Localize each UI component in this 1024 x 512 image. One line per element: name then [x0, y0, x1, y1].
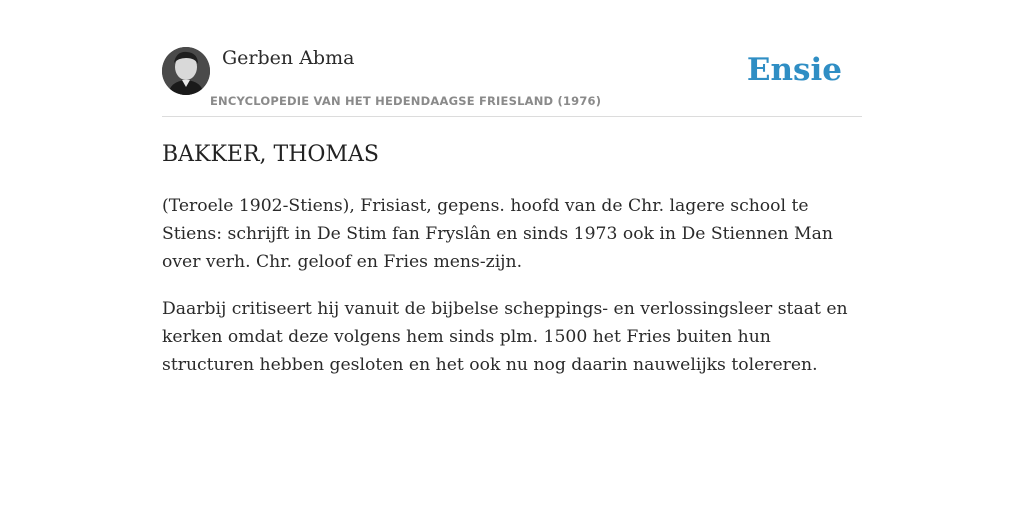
article-paragraph: Daarbij critiseert hij vanuit de bijbelse scheppings- en verlossingsleer staat en kerken omdat deze volgens hem sinds plm. 1500 het Fries buiten hun structuren hebben gesloten en het ook nu nog daarin nauwelijks tolereren. — [162, 299, 848, 375]
article-paragraph: (Teroele 1902-Stiens), Frisiast, gepens. hoofd van de Chr. lagere school te Stiens: schrijft in De Stim fan Fryslân en sinds 1973 ook in De Stiennen Man over verh. Chr. geloof en Fries mens-zijn. — [162, 196, 833, 272]
article-title: BAKKER, THOMAS — [162, 142, 379, 167]
author-portrait-icon — [162, 47, 210, 95]
source-label[interactable]: ENCYCLOPEDIE VAN HET HEDENDAAGSE FRIESLAND (1976) — [210, 94, 602, 108]
site-logo[interactable]: Ensie — [746, 52, 842, 88]
article-body — [162, 192, 862, 398]
author-avatar[interactable] — [162, 47, 210, 95]
author-name[interactable]: Gerben Abma — [222, 47, 355, 69]
article-header — [162, 46, 862, 117]
